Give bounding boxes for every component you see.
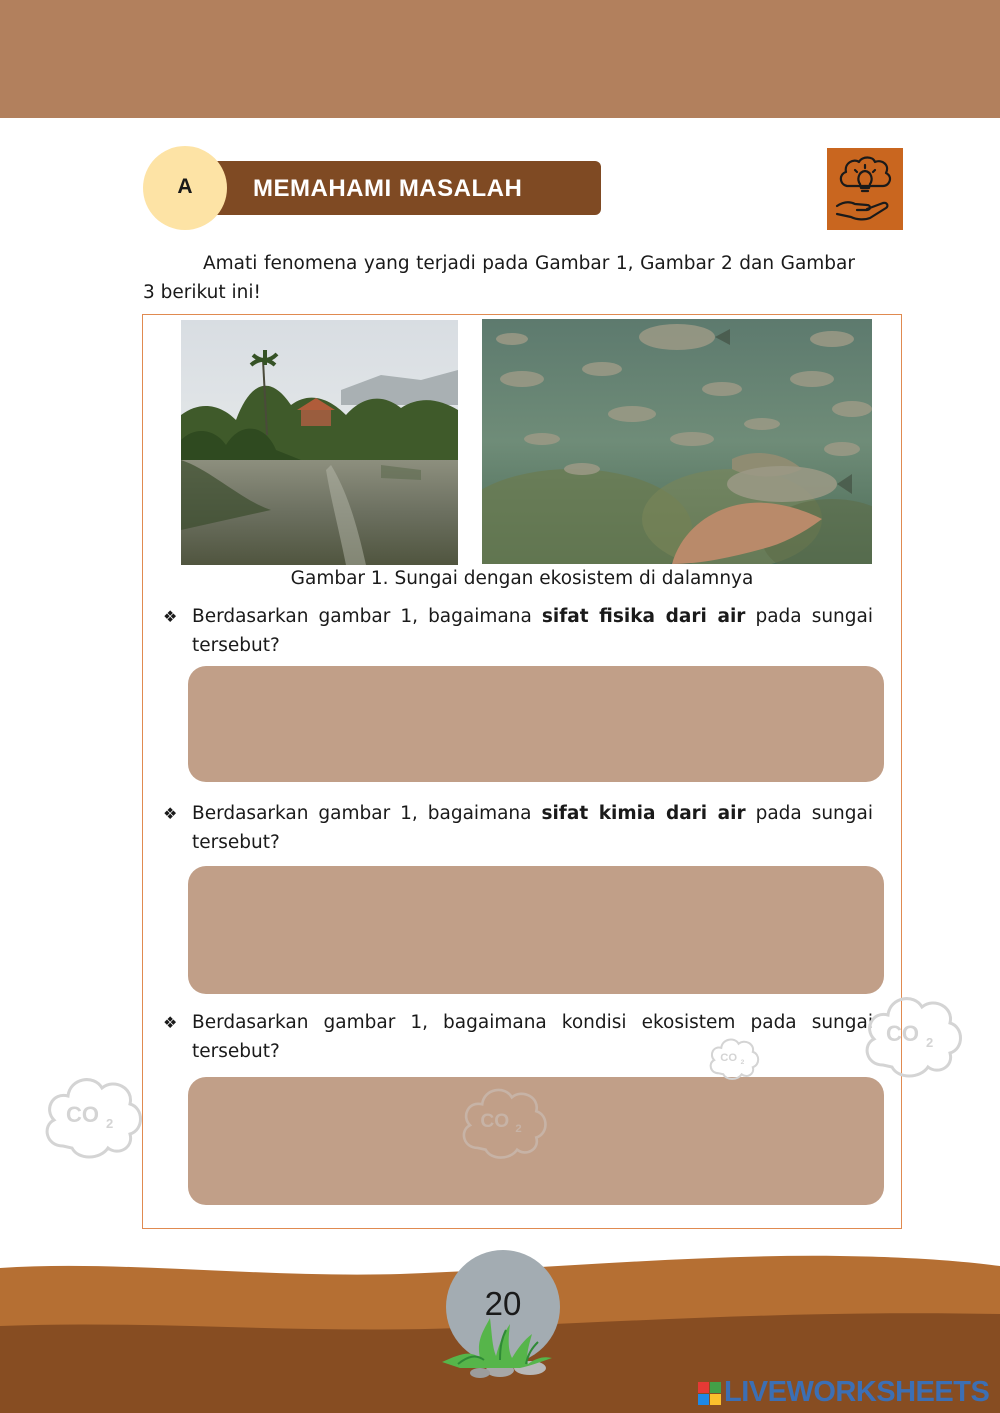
section-letter: A	[177, 175, 193, 198]
co2-cloud-icon	[38, 1066, 148, 1162]
answer-box-2[interactable]	[188, 866, 884, 994]
svg-text:CO: CO	[886, 1021, 919, 1046]
question-2	[163, 799, 873, 857]
diamond-bullet-icon: ❖	[163, 1013, 178, 1032]
grass-icon	[440, 1310, 565, 1380]
svg-text:2: 2	[926, 1035, 934, 1050]
figure-caption: Gambar 1. Sungai dengan ekosistem di dalamnya	[290, 568, 754, 589]
question-3-text: Berdasarkan gambar 1, bagaimana kondisi ekosistem pada sungai tersebut?	[192, 1012, 873, 1062]
svg-text:2: 2	[515, 1123, 522, 1136]
top-decorative-band	[0, 0, 1000, 118]
svg-text:CO: CO	[66, 1102, 99, 1127]
underwater-fish-photo	[482, 319, 872, 564]
svg-text:2: 2	[740, 1059, 745, 1067]
question-1-text: Berdasarkan gambar 1, bagaimana sifat fisika dari air pada sungai tersebut?	[192, 606, 873, 656]
section-title: MEMAHAMI MASALAH	[253, 175, 523, 202]
answer-box-1[interactable]	[188, 666, 884, 782]
brain-lightbulb-hand-icon	[827, 148, 903, 230]
river-photo	[181, 320, 458, 565]
question-3	[163, 1008, 873, 1066]
diamond-bullet-icon: ❖	[163, 804, 178, 823]
intro-instruction: Amati fenomena yang terjadi pada Gambar 1, Gambar 2 dan Gambar 3 berikut ini!	[143, 253, 855, 303]
question-2-text: Berdasarkan gambar 1, bagaimana sifat kimia dari air pada sungai tersebut?	[192, 803, 874, 853]
co2-cloud-icon	[706, 1032, 762, 1082]
co2-cloud-icon	[858, 985, 968, 1081]
liveworksheets-logo-icon	[698, 1382, 722, 1406]
svg-text:CO: CO	[720, 1052, 738, 1065]
liveworksheets-watermark: LIVEWORKSHEETS	[724, 1376, 990, 1408]
svg-text:CO: CO	[480, 1110, 510, 1132]
co2-cloud-icon	[456, 1078, 552, 1162]
section-header	[143, 146, 603, 232]
page-number: 20	[484, 1285, 522, 1322]
diamond-bullet-icon: ❖	[163, 607, 178, 626]
question-1	[163, 602, 873, 660]
svg-text:2: 2	[106, 1116, 114, 1131]
